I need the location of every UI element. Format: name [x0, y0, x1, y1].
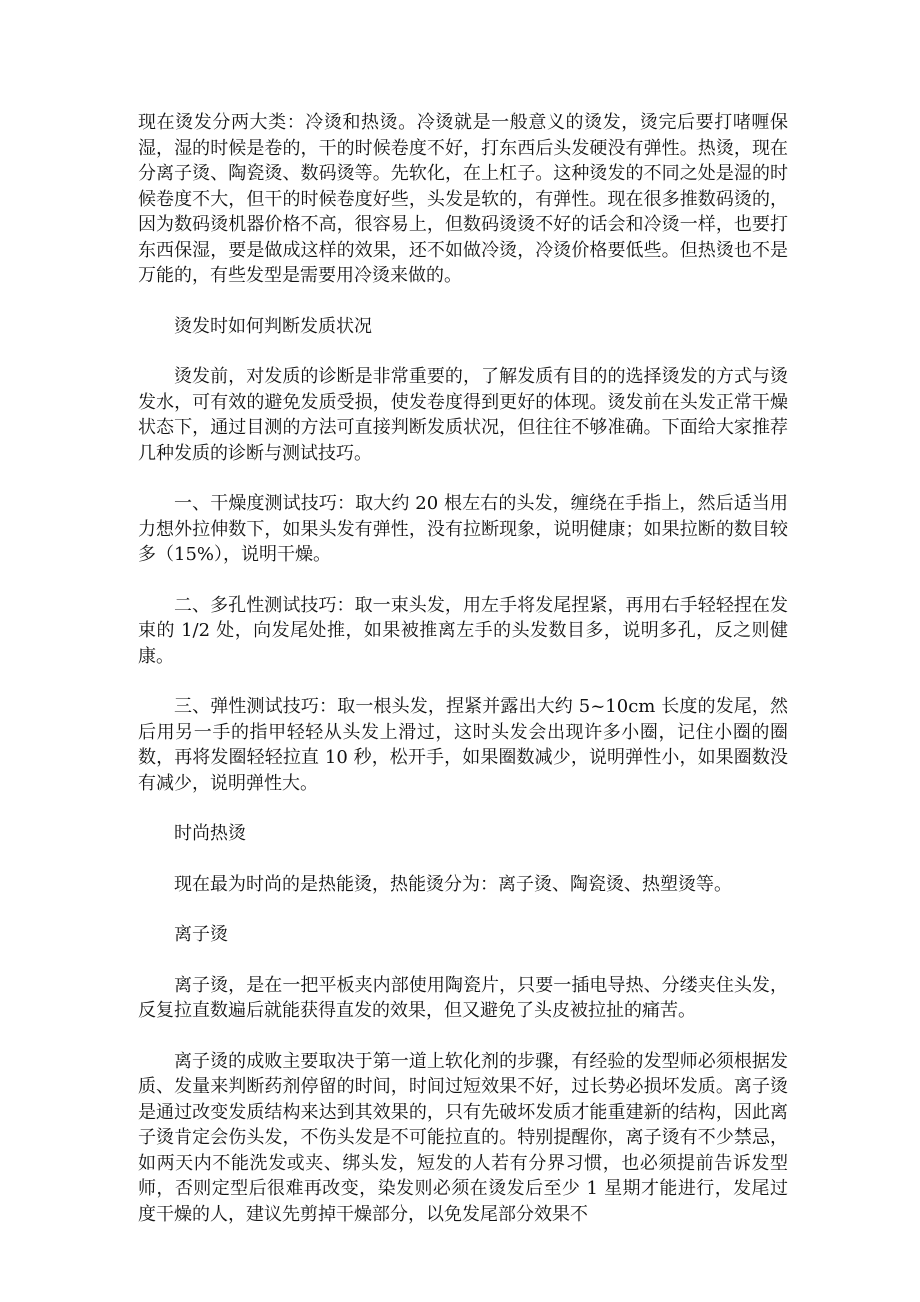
- paragraph-ion-perm-details: 离子烫的成败主要取决于第一道上软化剂的步骤，有经验的发型师必须根据发质、发量来判断药剂停留的时间，时间过短效果不好，过长势必损坏发质。离子烫是通过改变发质结构来达到其效果的，只有先破坏发质才能重建新的结构，因此离子烫肯定会伤头发，不伤头发是不可能拉直的。特别提醒你，离子烫有不少禁忌，如两天内不能洗发或夹、绑头发，短发的人若有分界习惯，也必须提前告诉发型师，否则定型后很难再改变，染发则必须在烫发后至少 1 星期才能进行，发尾过度干燥的人，建议先剪掉干燥部分，以免发尾部分效果不: [138, 1050, 788, 1225]
- paragraph-elasticity-test: 三、弹性测试技巧：取一根头发，捏紧并露出大约 5~10cm 长度的发尾，然后用另一手的指甲轻轻从头发上滑过，这时头发会出现许多小圈，记住小圈的圈数，再将发圈轻轻拉直 10 秒，松开手，如果圈数减少，说明弹性小，如果圈数没有减少，说明弹性大。: [138, 696, 788, 794]
- paragraph-ion-perm-desc: 离子烫，是在一把平板夹内部使用陶瓷片，只要一插电导热、分缕夹住头发，反复拉直数遍后就能获得直发的效果，但又避免了头皮被拉扯的痛苦。: [138, 974, 788, 1021]
- paragraph-porosity-test: 二、多孔性测试技巧：取一束头发，用左手将发尾捏紧，再用右手轻轻捏在发束的 1/2 处，向发尾处推，如果被推离左手的头发数目多，说明多孔，反之则健康。: [138, 594, 788, 667]
- document-body: [138, 110, 788, 1252]
- heading-ion-perm: 离子烫: [174, 924, 228, 945]
- heading-hair-condition: 烫发时如何判断发质状况: [174, 315, 372, 337]
- paragraph-thermal-perm: 现在最为时尚的是热能烫，热能烫分为：离子烫、陶瓷烫、热塑烫等。: [174, 873, 732, 895]
- paragraph-dryness-test: 一、干燥度测试技巧：取大约 20 根左右的头发，缠绕在手指上，然后适当用力想外拉伸数下，如果头发有弹性，没有拉断现象，说明健康；如果拉断的数目较多（15%），说明干燥。: [138, 493, 788, 565]
- heading-fashion-hot-perm: 时尚热烫: [174, 823, 246, 844]
- paragraph-perm-types: 现在烫发分两大类：冷烫和热烫。冷烫就是一般意义的烫发，烫完后要打啫喱保湿，湿的时候是卷的，干的时候卷度不好，打东西后头发硬没有弹性。热烫，现在分离子烫、陶瓷烫、数码烫等。先软化，在上杠子。这种烫发的不同之处是湿的时候卷度不大，但干的时候卷度好些，头发是软的，有弹性。现在很多推数码烫的，因为数码烫机器价格不高，很容易上，但数码烫烫不好的话会和冷烫一样，也要打东西保湿，要是做成这样的效果，还不如做冷烫，冷烫价格要低些。但热烫也不是万能的，有些发型是需要用冷烫来做的。: [138, 112, 788, 286]
- paragraph-diagnosis-intro: 烫发前，对发质的诊断是非常重要的，了解发质有目的的选择烫发的方式与烫发水，可有效的避免发质受损，使发卷度得到更好的体现。烫发前在头发正常干燥状态下，通过目测的方法可直接判断发质状况，但往往不够准确。下面给大家推荐几种发质的诊断与测试技巧。: [138, 366, 788, 464]
